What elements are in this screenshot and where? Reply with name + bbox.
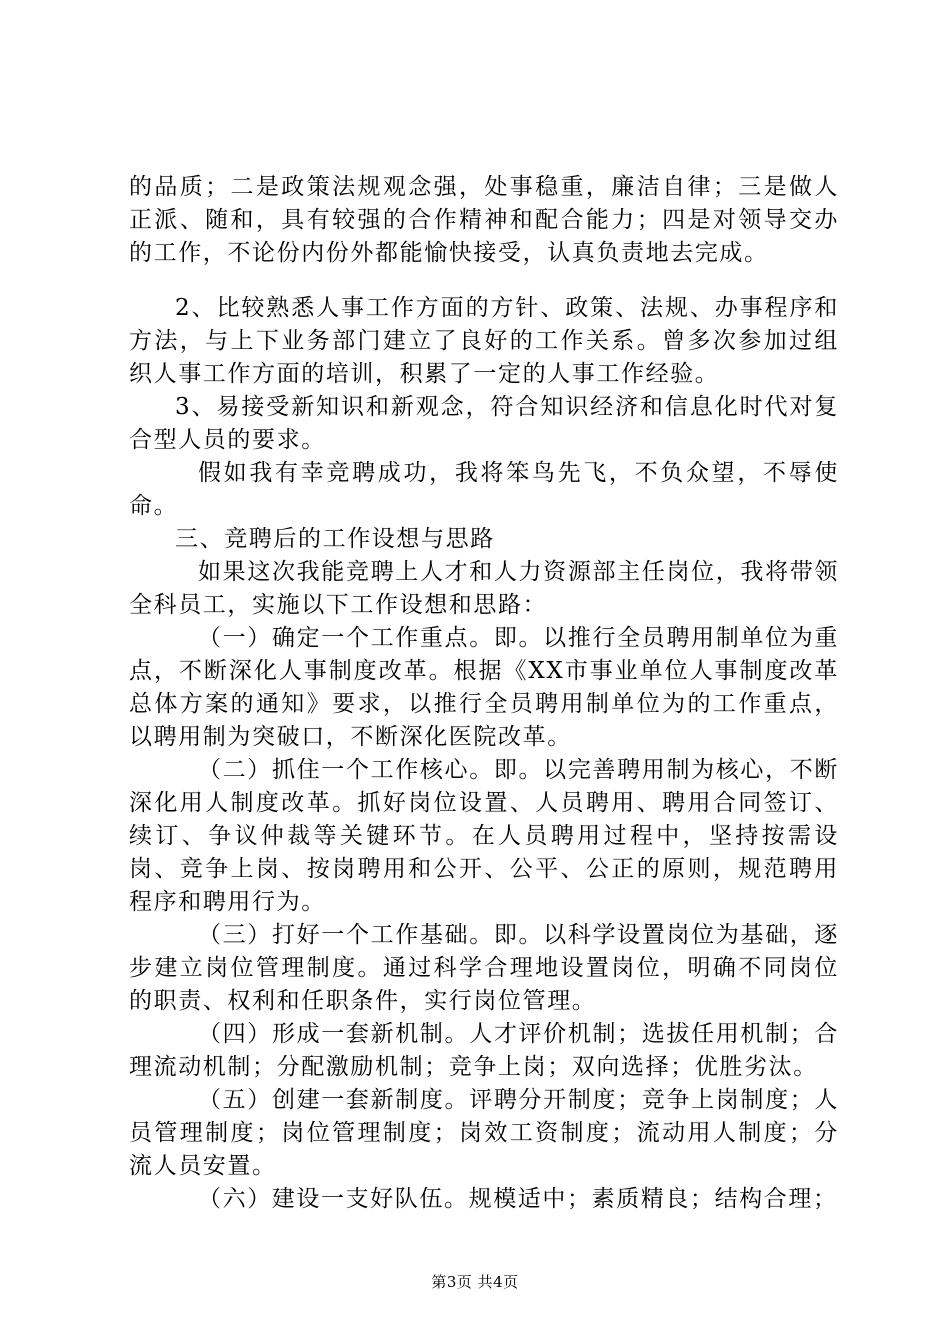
item-six: （六）建设一支好队伍。规模适中；素质精良；结构合理； — [198, 1186, 838, 1212]
item-one: （一）确定一个工作重点。即。以推行全员聘用制单位为重点，不断深化人事制度改革。根据《XX市事业单位人事制度改革总体方案的通知》要求，以推行全员聘用制单位为的工作重点，以聘用制为突破口，不断深化医院改革。 — [129, 625, 839, 750]
paragraph-1: 的品质；二是政策法规观念强，处事稳重，廉洁自律；三是做人正派、随和，具有较强的合作精神和配合能力；四是对领导交办的工作，不论份内份外都能愉快接受，认真负责地去完成。 — [129, 174, 839, 266]
item-five: （五）创建一套新制度。评聘分开制度；竞争上岗制度；人员管理制度；岗位管理制度；岗效工资制度；流动用人制度；分流人员安置。 — [129, 1087, 839, 1179]
section-heading: 三、竞聘后的工作设想与思路 — [175, 526, 495, 552]
paragraph-4: 假如我有幸竞聘成功，我将笨鸟先飞，不负众望，不辱使命。 — [129, 460, 839, 519]
paragraph-2: 2、比较熟悉人事工作方面的方针、政策、法规、办事程序和方法，与上下业务部门建立了良好的工作关系。曾多次参加过组织人事工作方面的培训，积累了一定的人事工作经验。 — [129, 295, 839, 387]
paragraph-3: 3、易接受新知识和新观念，符合知识经济和信息化时代对复合型人员的要求。 — [129, 394, 839, 453]
page-number-footer: 第3页 共4页 — [431, 1273, 519, 1291]
paragraph-5: 如果这次我能竞聘上人才和人力资源部主任岗位，我将带领全科员工，实施以下工作设想和思路： — [129, 559, 839, 618]
item-two: （二）抓住一个工作核心。即。以完善聘用制为核心，不断深化用人制度改革。抓好岗位设置、人员聘用、聘用合同签订、续订、争议仲裁等关键环节。在人员聘用过程中，坚持按需设岗、竞争上岗、按岗聘用和公开、公平、公正的原则，规范聘用程序和聘用行为。 — [129, 757, 839, 915]
item-four: （四）形成一套新机制。人才评价机制；选拔任用机制；合理流动机制；分配激励机制；竞争上岗；双向选择；优胜劣汰。 — [129, 1021, 839, 1080]
item-three: （三）打好一个工作基础。即。以科学设置岗位为基础，逐步建立岗位管理制度。通过科学合理地设置岗位，明确不同岗位的职责、权利和任职条件，实行岗位管理。 — [129, 922, 839, 1014]
document-body — [129, 171, 839, 1216]
